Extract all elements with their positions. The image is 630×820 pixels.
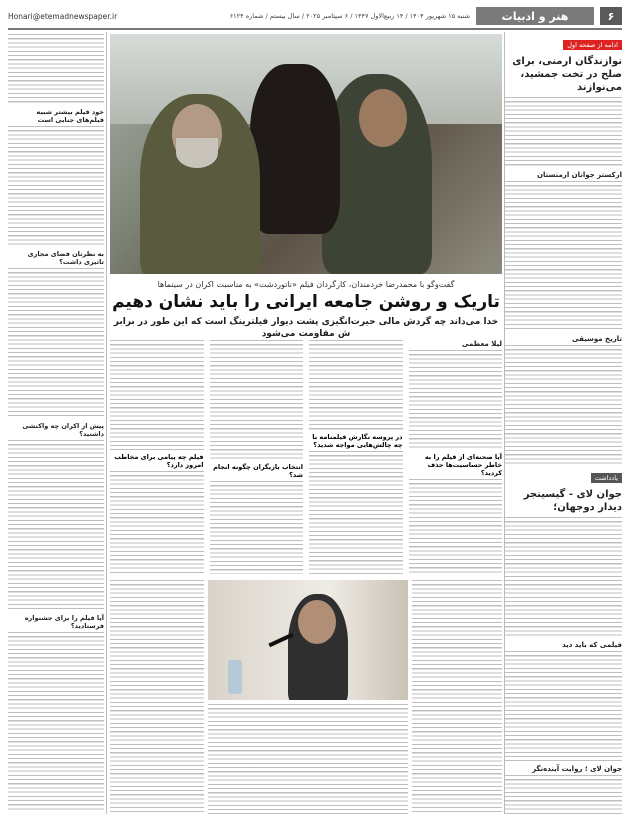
body-column: [409, 340, 503, 574]
text-block: [8, 440, 104, 610]
interview-question: انتخاب بازیگران چگونه انجام شد؟: [213, 463, 303, 479]
interview-question: فیلم چه پیامی برای مخاطب امروز دارد؟: [114, 453, 204, 469]
text-block: [504, 345, 622, 465]
film-still-photo: [110, 34, 502, 274]
right-subhead: فیلمی که باید دید: [562, 641, 622, 649]
page-number: ۶: [600, 7, 622, 25]
right-subhead: ارکستر جوانان ارمنستان: [537, 171, 622, 179]
column-divider: [504, 32, 505, 814]
lower-right-column: [412, 580, 502, 814]
page-header: [8, 6, 622, 26]
left-column: [8, 34, 104, 814]
text-block: [504, 181, 622, 331]
text-block: [8, 632, 104, 812]
left-subhead: خود فیلم بیشتر شبیه فیلم‌های جنایی است: [36, 108, 104, 124]
article-kicker: گفت‌وگو با محمدرضا خردمندان، کارگردان فیلم «ناتوردشت» به مناسبت اکران در سینماها: [157, 280, 455, 289]
column-divider: [106, 32, 107, 814]
text-block: [8, 34, 104, 104]
article-body: [110, 340, 502, 574]
interview-question: در پروسه نگارش فیلمنامه با چه چالش‌هایی مواجه شدید؟: [312, 433, 403, 449]
left-subhead: به نظرتان فضای مجازی تاثیری داشت؟: [27, 250, 104, 266]
body-column: [309, 340, 403, 574]
right-subhead: تاریخ موسیقی: [572, 335, 622, 343]
text-block: [8, 126, 104, 246]
right-column: [504, 32, 622, 814]
text-block: [504, 517, 622, 637]
article-lead: خدا می‌داند چه گردش مالی حیرت‌انگیزی پشت دیوار فیلترینگ است که این طور در برابر ش مقاومت می‌شود: [113, 317, 499, 339]
right-headline: نوازندگان ارمنی، برای صلح در تخت جمشید، می‌نوازند: [512, 56, 622, 93]
article-title: تاریک و روشن جامعه ایرانی را باید نشان دهیم: [112, 292, 500, 312]
body-column: [110, 340, 204, 574]
section-title: هنر و ادبیات: [476, 7, 594, 25]
left-subhead: پیش از اکران چه واکنشی داشتید؟: [22, 422, 104, 438]
right-subhead: جوان لای ؛ روایت آینده‌نگر: [532, 765, 622, 773]
director-photo: [208, 580, 408, 700]
lower-center-column: [208, 704, 408, 814]
body-column: [210, 340, 304, 574]
text-block: [504, 775, 622, 814]
website-link[interactable]: Honari@etemadnewspaper.ir: [8, 11, 118, 21]
lower-left-column: [110, 580, 204, 814]
author-byline: لیلا معظمی: [461, 340, 502, 348]
text-block: [504, 651, 622, 761]
text-block: [8, 268, 104, 418]
interview-question: آیا صحنه‌ای از فیلم را به خاطر حساسیت‌ها حذف کردید؟: [424, 453, 502, 477]
column-tag: یادداشت: [591, 473, 622, 483]
right-headline-2: جوان لای - گیسینجر دیدار دوجهان؛: [523, 489, 622, 513]
continued-tag: ادامه از صفحه اول: [563, 40, 622, 50]
header-rule: [8, 28, 622, 30]
left-subhead: آیا فیلم را برای جشنواره فرستادید؟: [24, 614, 104, 630]
text-block: [504, 97, 622, 167]
date-line: شنبه ۱۵ شهریور ۱۴۰۴ / ۱۴ ربیع‌الاول ۱۴۴۷ / ۶ سپتامبر ۲۰۲۵ / سال بیستم / شماره ۶۱۲۴: [229, 12, 470, 20]
